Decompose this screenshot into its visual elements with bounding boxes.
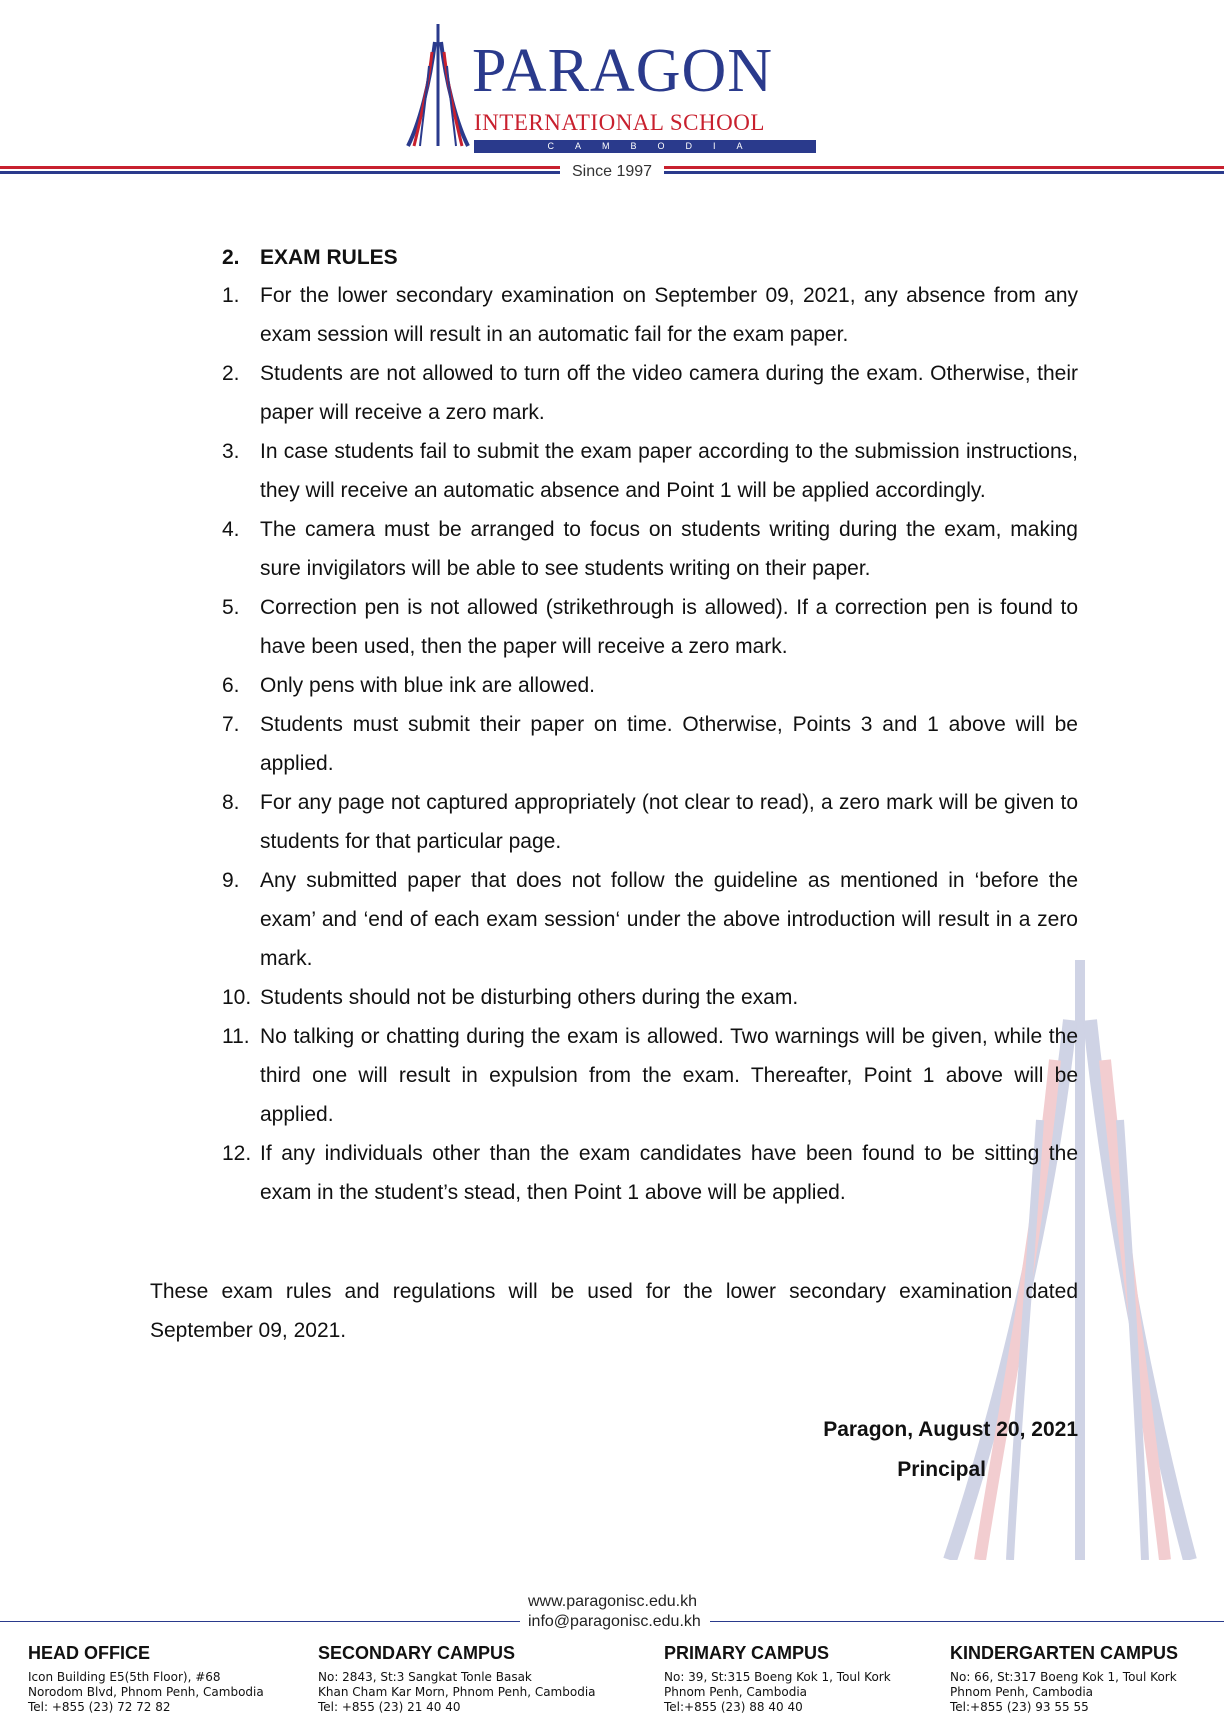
rule-item bbox=[222, 432, 1078, 510]
campus-address-line1: Icon Building E5(5th Floor), #68 bbox=[28, 1670, 221, 1684]
section-title: EXAM RULES bbox=[260, 246, 398, 269]
rule-text: Any submitted paper that does not follow the guideline as mentioned in ‘before the exam’ and ‘end of each exam session‘ under the above introduction will result in a zero mark. bbox=[260, 869, 1078, 970]
campus-head-office bbox=[28, 1642, 264, 1715]
brand-country: CAMBODIA bbox=[474, 140, 816, 153]
header-rule-red-right bbox=[664, 166, 1224, 169]
rule-number: 4. bbox=[222, 518, 240, 541]
campus-kindergarten bbox=[950, 1642, 1178, 1715]
rule-item bbox=[222, 276, 1078, 354]
rule-text: Students are not allowed to turn off the video camera during the exam. Otherwise, their paper will receive a zero mark. bbox=[260, 362, 1078, 424]
rule-item bbox=[222, 705, 1078, 783]
header-rule-blue-right bbox=[664, 171, 1224, 174]
campus-name: HEAD OFFICE bbox=[28, 1643, 151, 1663]
rule-item bbox=[222, 510, 1078, 588]
rule-number: 5. bbox=[222, 596, 240, 619]
campus-phone: Tel:+855 (23) 93 55 55 bbox=[950, 1700, 1089, 1714]
campus-phone: Tel:+855 (23) 88 40 40 bbox=[664, 1700, 803, 1714]
rule-text: In case students fail to submit the exam paper according to the submission instructions, they will receive an automatic absence and Point 1 will be applied accordingly. bbox=[260, 440, 1078, 502]
campus-phone: Tel: +855 (23) 72 72 82 bbox=[28, 1700, 171, 1714]
school-logo-emblem-icon bbox=[406, 22, 470, 152]
rule-text: No talking or chatting during the exam is allowed. Two warnings will be given, while the third one will result in expulsion from the exam. Thereafter, Point 1 above will be applied. bbox=[260, 1025, 1078, 1126]
campus-name: PRIMARY CAMPUS bbox=[664, 1643, 830, 1663]
rule-number: 2. bbox=[222, 362, 240, 385]
campus-address-line2: Norodom Blvd, Phnom Penh, Cambodia bbox=[28, 1685, 264, 1699]
rule-number: 3. bbox=[222, 440, 240, 463]
campus-name: SECONDARY CAMPUS bbox=[318, 1643, 516, 1663]
section-heading bbox=[222, 238, 398, 277]
rule-text: Students should not be disturbing others during the exam. bbox=[260, 986, 799, 1009]
rule-item bbox=[222, 588, 1078, 666]
campus-address-line1: No: 2843, St:3 Sangkat Tonle Basak bbox=[318, 1670, 532, 1684]
rule-text: The camera must be arranged to focus on students writing during the exam, making sure invigilators will be able to see students writing on their paper. bbox=[260, 518, 1078, 580]
rule-item bbox=[222, 783, 1078, 861]
rule-number: 7. bbox=[222, 713, 240, 736]
rule-text: For any page not captured appropriately (not clear to read), a zero mark will be given to students for that particular page. bbox=[260, 791, 1078, 853]
exam-rules-list bbox=[222, 276, 1078, 1212]
brand-name: PARAGON bbox=[472, 37, 774, 105]
campus-secondary bbox=[318, 1642, 596, 1715]
rule-number: 9. bbox=[222, 869, 240, 892]
rule-number: 12. bbox=[222, 1142, 252, 1165]
campus-address-line2: Khan Cham Kar Morn, Phnom Penh, Cambodia bbox=[318, 1685, 596, 1699]
campus-name: KINDERGARTEN CAMPUS bbox=[950, 1643, 1179, 1663]
rule-number: 1. bbox=[222, 284, 240, 307]
rule-text: Students must submit their paper on time. Otherwise, Points 3 and 1 above will be applied. bbox=[260, 713, 1078, 775]
rule-item bbox=[222, 666, 1078, 705]
rule-number: 6. bbox=[222, 674, 240, 697]
campus-address-line1: No: 66, St:317 Boeng Kok 1, Toul Kork bbox=[950, 1670, 1177, 1684]
rule-item bbox=[222, 1017, 1078, 1134]
rule-number: 10. bbox=[222, 986, 252, 1009]
brand-subtitle: INTERNATIONAL SCHOOL bbox=[474, 110, 765, 135]
header-rule-blue-left bbox=[0, 171, 560, 174]
rule-number: 8. bbox=[222, 791, 240, 814]
signoff-place-date: Paragon, August 20, 2021 bbox=[823, 1418, 1078, 1441]
campus-primary bbox=[664, 1642, 891, 1715]
signoff-title: Principal bbox=[897, 1458, 986, 1481]
rule-item bbox=[222, 861, 1078, 978]
section-number: 2. bbox=[222, 246, 240, 269]
header-rule-red-left bbox=[0, 166, 560, 169]
footer-contact bbox=[528, 1592, 701, 1632]
rule-text: If any individuals other than the exam candidates have been found to be sitting the exam in the student’s stead, then Point 1 above will be applied. bbox=[260, 1142, 1078, 1204]
rule-item bbox=[222, 354, 1078, 432]
footer-email: info@paragonisc.edu.kh bbox=[528, 1613, 701, 1630]
footer-website: www.paragonisc.edu.kh bbox=[528, 1593, 697, 1610]
campus-address-line2: Phnom Penh, Cambodia bbox=[950, 1685, 1094, 1699]
campus-address-line2: Phnom Penh, Cambodia bbox=[664, 1685, 808, 1699]
rule-text: For the lower secondary examination on September 09, 2021, any absence from any exam session will result in an automatic fail for the exam paper. bbox=[260, 284, 1078, 346]
rule-number: 11. bbox=[222, 1025, 250, 1048]
rule-text: Only pens with blue ink are allowed. bbox=[260, 674, 596, 697]
signoff-block bbox=[823, 1410, 1078, 1490]
rule-item bbox=[222, 978, 1078, 1017]
rule-text: Correction pen is not allowed (strikethrough is allowed). If a correction pen is found to have been used, then the paper will receive a zero mark. bbox=[260, 596, 1078, 658]
campus-address-line1: No: 39, St:315 Boeng Kok 1, Toul Kork bbox=[664, 1670, 891, 1684]
campus-phone: Tel: +855 (23) 21 40 40 bbox=[318, 1700, 461, 1714]
rule-item bbox=[222, 1134, 1078, 1212]
closing-paragraph: These exam rules and regulations will be used for the lower secondary examination dated September 09, 2021. bbox=[150, 1280, 1078, 1342]
since-year: Since 1997 bbox=[571, 163, 653, 180]
